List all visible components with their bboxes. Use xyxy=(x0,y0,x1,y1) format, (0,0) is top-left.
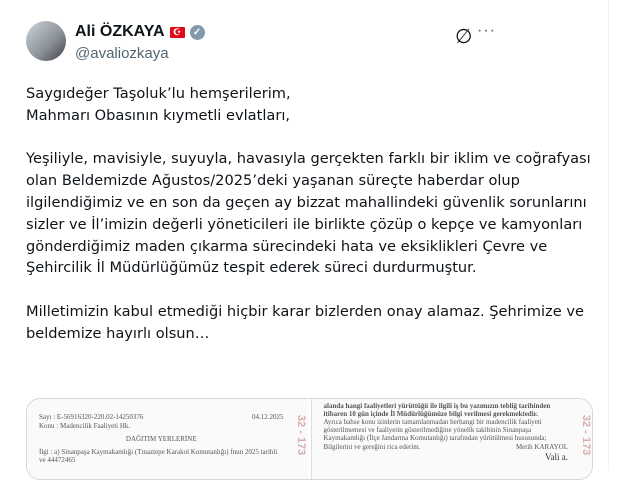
author-name-row[interactable] xyxy=(75,23,205,41)
more-options-icon[interactable]: ··· xyxy=(477,22,496,39)
doc-ilgi: İlgi : a) Sinanpaşa Kaymakamlığı (Tınaztepe Karakol Komutanlığı) fnun 2025 tarihli ve 44472465 xyxy=(39,448,278,464)
signature-block xyxy=(516,443,568,464)
watermark: 32 - 173 xyxy=(579,414,592,456)
author-name[interactable]: Ali ÖZKAYA xyxy=(75,23,165,40)
doc-line1: alanda hangi faaliyetleri yürüttüğü ile ilgili iş bu yazımızın tebliğ tarihinden itibaren 10 gün içinde İl Müdürlüğümüze bilgi verilmesi gerekmektedir. xyxy=(323,402,551,418)
doc-heading: DAĞITIM YERLERİNE xyxy=(125,435,197,444)
tweet-text: Saygıdeğer Taşoluk’lu hemşerilerim, Mahmarı Obasının kıymetli evlatları, Yeşiliyle, mavisiyle, suyuyla, havasıyla gerçekten farklı bir iklim ve coğrafyası olan Beldemizde Ağustos/2025’deki yaşanan süreçte haberdar olup ilgilendiğimiz ve en son da geçen ay bizzat mahallindeki güvenlik sorunlarını sizler ve İl’imizin değerli yöneticileri ile birlikte çözüp o kepçe ve kamyonları gönderdiğimiz maden çıkarma sürecindeki hata ve eksiklikleri Çevre ve Şehircilik İl Müdürlüğümüz tespit ederek süreci durdurmuştur. Milletimizin kabul etmediği hiçbir karar bizlerden onay alamaz. Şehrimize ve beldemize hayırlı olsun… xyxy=(26,85,591,342)
turkey-flag-icon: ☪ xyxy=(170,27,185,38)
grok-icon[interactable]: ∅ xyxy=(455,26,473,48)
media-image-left[interactable] xyxy=(27,399,308,479)
media-image-right[interactable] xyxy=(311,399,593,479)
signature-row xyxy=(324,443,569,464)
doc-signer: Metih KARAYOL xyxy=(515,443,568,452)
avatar[interactable] xyxy=(26,21,66,61)
doc-sayi: Sayı : E-56916320-220.02-14250376 xyxy=(39,413,144,421)
doc-line3: Bilgilerini ve gereğini rica ederim. xyxy=(323,443,421,452)
doc-line2: Ayrıca bahse konu izinlerin tamamlanmadan herhangi bir madencilik faaliyeti gösterilmemesi ve faaliyetin gösterilmediğine yönelik takibinin Sinanpaşa Kaymakamlığı (İlçe Jandarma Komutanlığı) tarafından yürütülmesi hususunda; xyxy=(323,418,547,442)
doc-date: 04.12.2025 xyxy=(252,413,284,421)
doc-konu: Konu : Madencilik Faaliyeti Hk. xyxy=(39,421,131,430)
author-handle[interactable]: @avaliozkaya xyxy=(75,45,169,62)
media-gallery[interactable] xyxy=(26,398,593,480)
watermark: 32 - 173 xyxy=(295,414,308,456)
verified-badge-icon: ✓ xyxy=(190,25,205,40)
doc-title: Vali a. xyxy=(545,452,568,463)
